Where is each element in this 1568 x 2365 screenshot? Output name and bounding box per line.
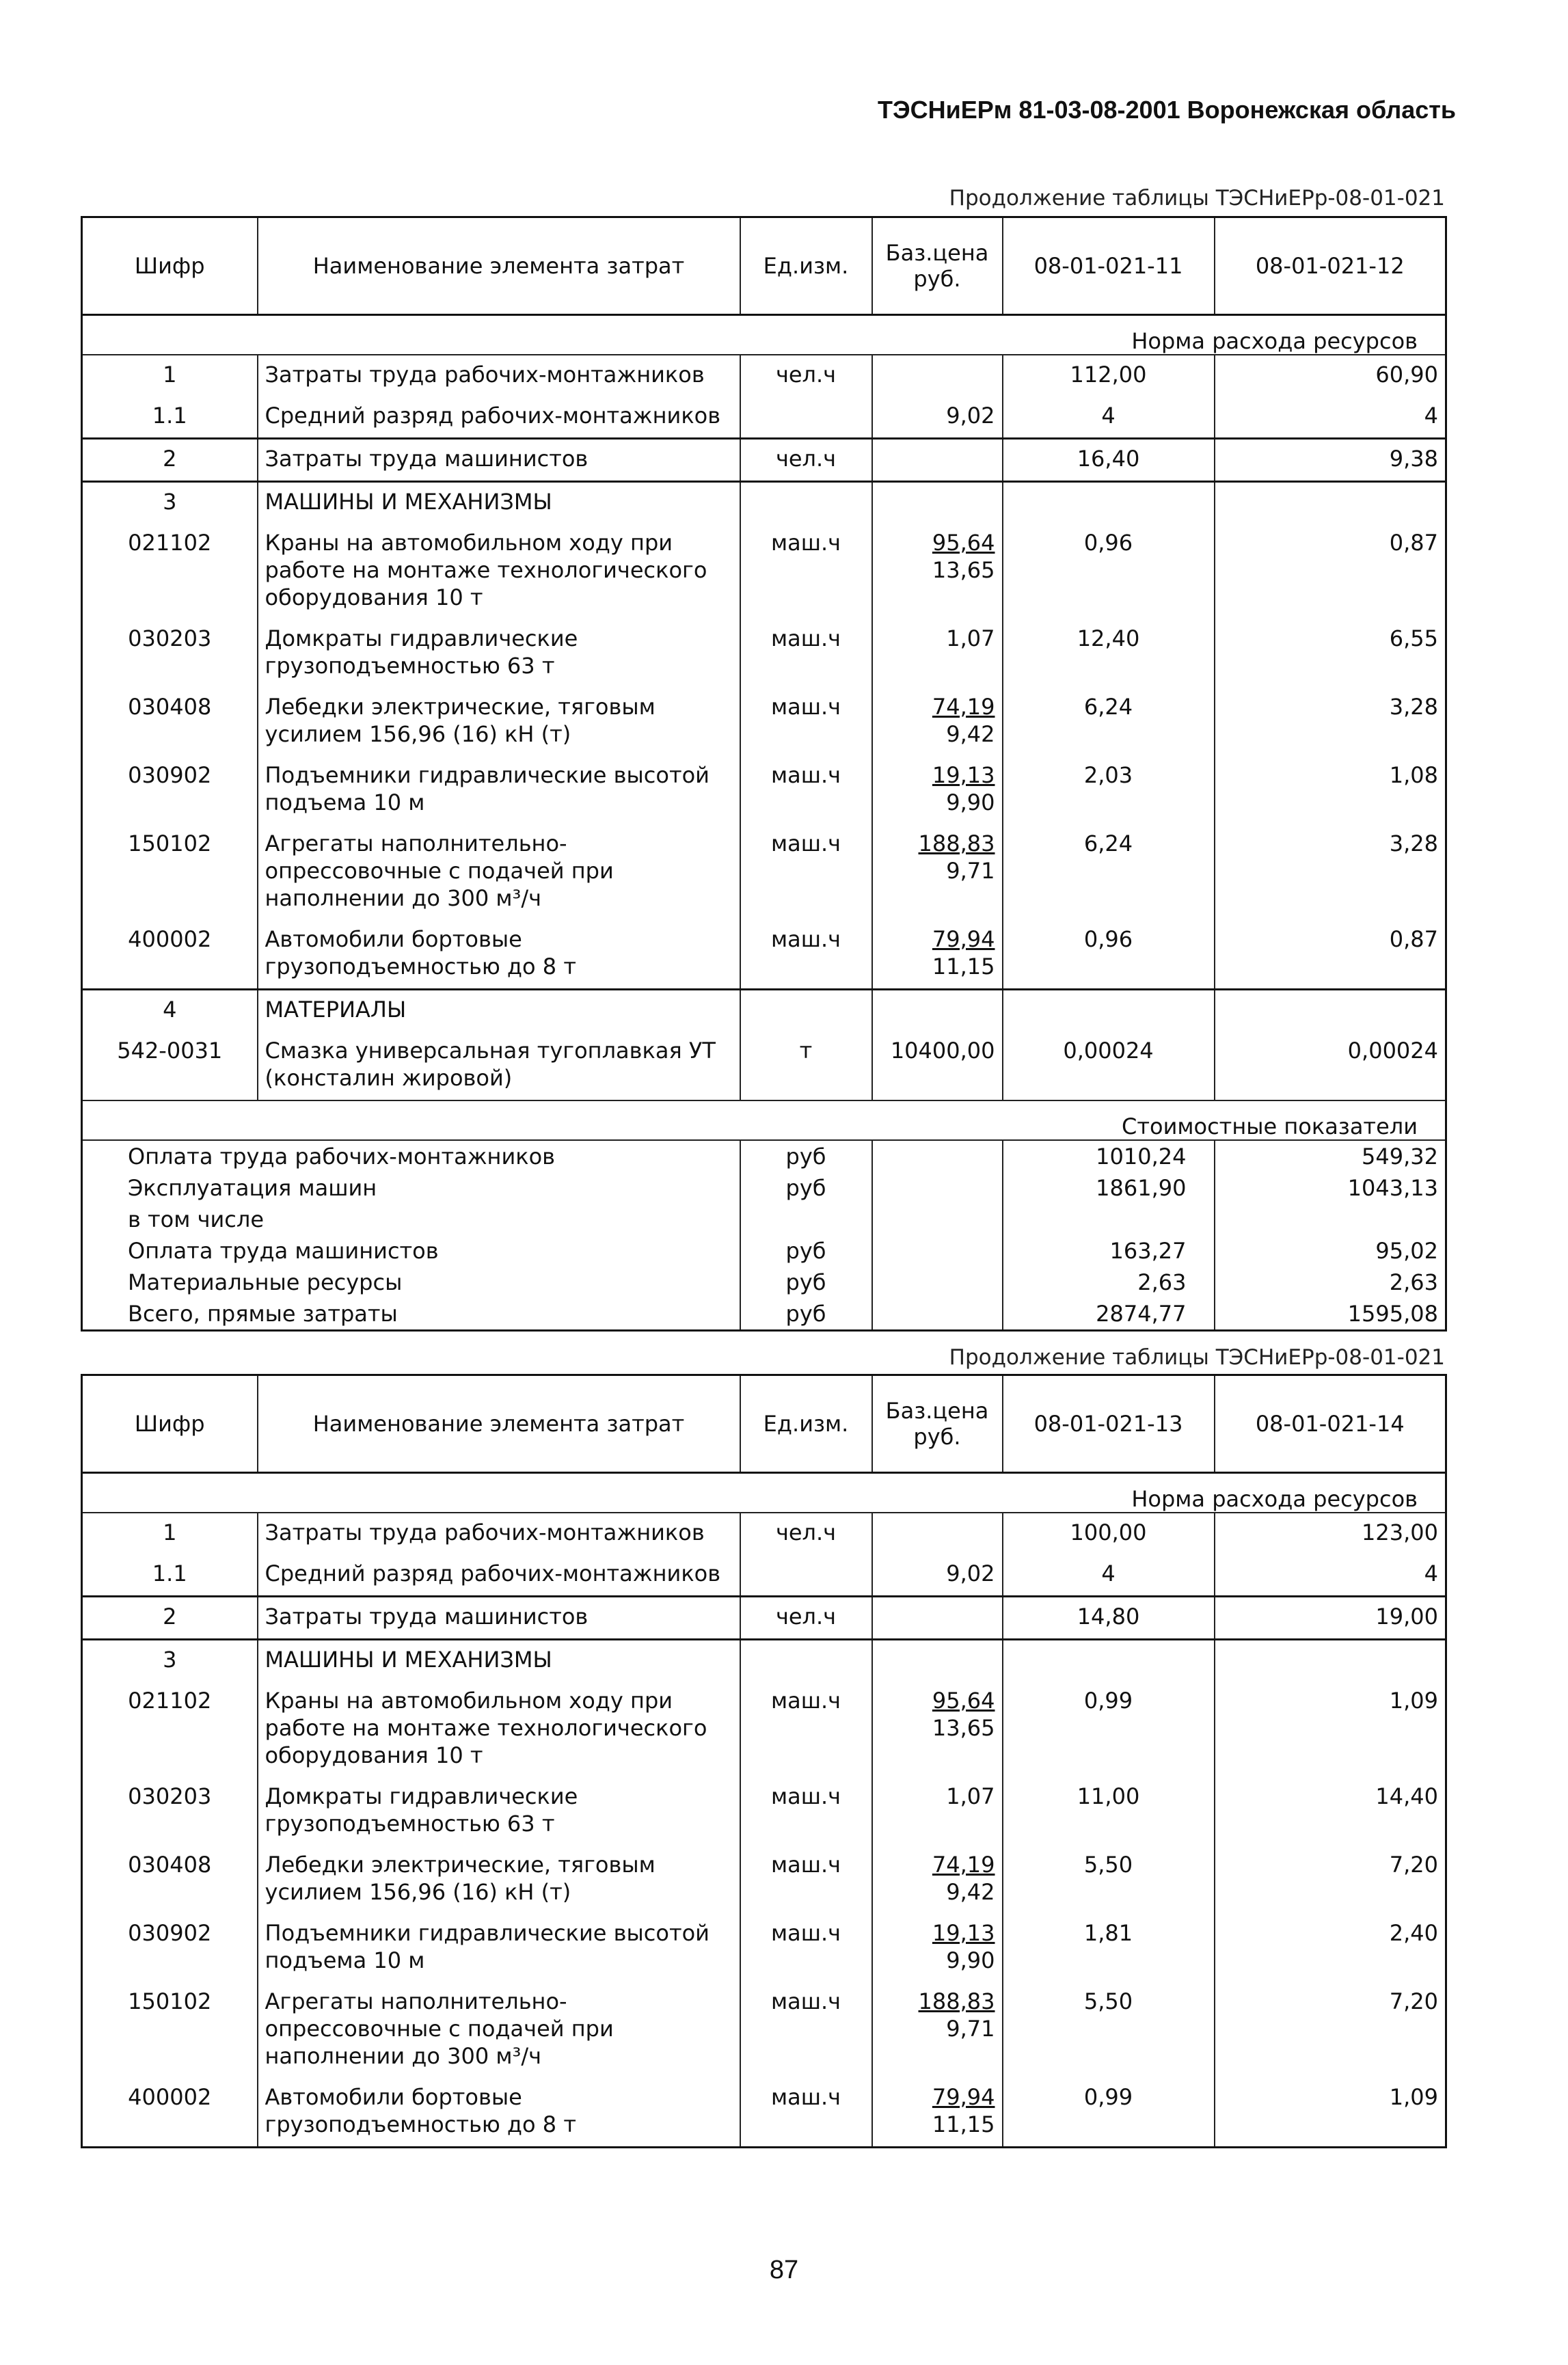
table-row [82, 1640, 1446, 1682]
table-row [82, 1914, 1446, 1982]
table-row [82, 688, 1446, 756]
table-row [82, 756, 1446, 824]
total-label: Всего, прямые затраты [82, 1298, 740, 1331]
total-value-b: 1595,08 [1347, 1301, 1438, 1327]
page-header-title: ТЭСНиЕРм 81-03-08-2001 Воронежская область [878, 96, 1456, 124]
total-label: Оплата труда рабочих-монтажников [82, 1140, 740, 1172]
row-code: 030408 [82, 1846, 258, 1914]
row-value-a: 5,50 [1003, 1982, 1215, 2078]
row-value-a: 14,80 [1003, 1597, 1215, 1640]
row-price [872, 355, 1003, 396]
cost-band-row [82, 1100, 1446, 1140]
col-header-b: 08-01-021-14 [1215, 1375, 1446, 1473]
price-machine: 79,94 [932, 2084, 995, 2110]
row-value-b [1215, 482, 1446, 524]
col-header-price: Баз.цена руб. [872, 1375, 1003, 1473]
row-price [872, 1982, 1003, 2078]
row-code: 1.1 [82, 1554, 258, 1597]
table-row [82, 2078, 1446, 2148]
total-value-a [1003, 1204, 1215, 1235]
table-header-row [82, 217, 1446, 315]
row-name: Средний разряд рабочих-монтажников [258, 396, 740, 439]
row-name: Затраты труда рабочих-монтажников [258, 355, 740, 396]
page-number: 87 [769, 2256, 799, 2284]
row-value-b: 14,40 [1375, 1783, 1438, 1809]
row-unit [740, 990, 872, 1032]
row-name: Лебедки электрические, тяговым усилием 156,96 (16) кН (т) [258, 1846, 740, 1914]
row-unit: т [740, 1031, 872, 1100]
row-code: 400002 [82, 2078, 258, 2148]
resource-table-2 [81, 1374, 1445, 2148]
total-value-a: 1010,24 [1003, 1140, 1215, 1172]
row-code: 030902 [82, 756, 258, 824]
cost-label: Стоимостные показатели [82, 1100, 1446, 1140]
row-unit: маш.ч [740, 1982, 872, 2078]
row-name: Домкраты гидравлические грузоподъемностью 63 т [258, 619, 740, 688]
price-operator-wage: 13,65 [932, 557, 995, 583]
table-row [82, 1031, 1446, 1100]
total-price-empty [872, 1298, 1003, 1331]
norm-label: Норма расхода ресурсов [82, 315, 1446, 355]
total-price-empty [872, 1235, 1003, 1267]
col-header-unit: Ед.изм. [740, 217, 872, 315]
price-machine: 79,94 [932, 926, 995, 952]
row-name: Краны на автомобильном ходу при работе на монтаже технологического оборудования 10 т [258, 524, 740, 619]
total-row [82, 1235, 1446, 1267]
row-value-a: 4 [1003, 396, 1215, 439]
col-header-unit: Ед.изм. [740, 1375, 872, 1473]
row-unit: чел.ч [740, 1513, 872, 1554]
price-machine: 10400,00 [890, 1038, 995, 1064]
price-operator-wage: 9,42 [946, 1879, 995, 1905]
price-machine: 1,07 [946, 1783, 995, 1809]
col-header-a: 08-01-021-11 [1003, 217, 1215, 315]
row-price [872, 1597, 1003, 1640]
total-value-b: 1043,13 [1347, 1175, 1438, 1201]
row-name: Подъемники гидравлические высотой подъема 10 м [258, 1914, 740, 1982]
row-value-b: 4 [1424, 1560, 1438, 1586]
price-operator-wage: 11,15 [932, 2111, 995, 2137]
row-price [872, 1681, 1003, 1777]
row-value-a: 0,96 [1003, 920, 1215, 990]
row-name: Автомобили бортовые грузоподъемностью до 8 т [258, 920, 740, 990]
row-code: 2 [82, 1597, 258, 1640]
table-row [82, 524, 1446, 619]
row-price [872, 688, 1003, 756]
row-value-a: 6,24 [1003, 688, 1215, 756]
row-value-b: 0,87 [1389, 530, 1438, 556]
row-value-b: 1,09 [1389, 1688, 1438, 1714]
row-price [872, 482, 1003, 524]
row-unit: маш.ч [740, 1777, 872, 1846]
total-value-a: 2874,77 [1003, 1298, 1215, 1331]
row-value-a: 0,96 [1003, 524, 1215, 619]
table-row [82, 1982, 1446, 2078]
table-row [82, 396, 1446, 439]
price-machine: 74,19 [932, 1852, 995, 1878]
table-caption: Продолжение таблицы ТЭСНиЕРр-08-01-021 [949, 1345, 1445, 1370]
row-unit: чел.ч [740, 439, 872, 482]
total-unit: руб [740, 1298, 872, 1331]
row-unit: маш.ч [740, 524, 872, 619]
total-label: Материальные ресурсы [82, 1267, 740, 1298]
row-code: 150102 [82, 1982, 258, 2078]
total-value-b [1215, 1204, 1446, 1235]
total-row [82, 1140, 1446, 1172]
total-price-empty [872, 1140, 1003, 1172]
row-unit: маш.ч [740, 1681, 872, 1777]
price-machine: 19,13 [932, 1920, 995, 1946]
col-header-code: Шифр [82, 1375, 258, 1473]
row-code: 2 [82, 439, 258, 482]
price-operator-wage: 9,71 [946, 2016, 995, 2042]
price-operator-wage: 9,90 [946, 789, 995, 815]
row-unit [740, 396, 872, 439]
table-row [82, 1597, 1446, 1640]
row-value-a: 4 [1003, 1554, 1215, 1597]
row-name: Средний разряд рабочих-монтажников [258, 1554, 740, 1597]
total-value-b: 2,63 [1389, 1269, 1438, 1295]
price-operator-wage: 9,42 [946, 721, 995, 747]
row-value-b: 0,00024 [1347, 1038, 1438, 1064]
row-unit: маш.ч [740, 1914, 872, 1982]
table-row [82, 990, 1446, 1032]
row-code: 3 [82, 1640, 258, 1682]
row-value-a: 100,00 [1003, 1513, 1215, 1554]
row-code: 030408 [82, 688, 258, 756]
total-price-empty [872, 1204, 1003, 1235]
row-name: Краны на автомобильном ходу при работе на монтаже технологического оборудования 10 т [258, 1681, 740, 1777]
price-operator-wage: 13,65 [932, 1715, 995, 1741]
total-price-empty [872, 1172, 1003, 1204]
row-code: 150102 [82, 824, 258, 920]
row-unit: маш.ч [740, 2078, 872, 2148]
row-price [872, 1846, 1003, 1914]
table-caption: Продолжение таблицы ТЭСНиЕРр-08-01-021 [949, 186, 1445, 211]
total-value-b: 95,02 [1375, 1238, 1438, 1264]
row-value-b [1215, 990, 1446, 1032]
row-price [872, 1513, 1003, 1554]
row-code: 021102 [82, 524, 258, 619]
table-row [82, 1846, 1446, 1914]
row-value-a: 0,00024 [1003, 1031, 1215, 1100]
total-label: в том числе [82, 1204, 740, 1235]
price-machine: 19,13 [932, 762, 995, 788]
row-value-a [1003, 482, 1215, 524]
row-price [872, 619, 1003, 688]
table-row [82, 619, 1446, 688]
total-value-a: 2,63 [1003, 1267, 1215, 1298]
table-row [82, 1681, 1446, 1777]
row-price [872, 824, 1003, 920]
row-code: 1.1 [82, 396, 258, 439]
total-unit [740, 1204, 872, 1235]
total-unit: руб [740, 1267, 872, 1298]
row-value-b: 9,38 [1215, 439, 1446, 482]
col-header-a: 08-01-021-13 [1003, 1375, 1215, 1473]
col-header-code: Шифр [82, 217, 258, 315]
row-value-a [1003, 1640, 1215, 1682]
row-price [872, 2078, 1003, 2148]
row-name: Затраты труда машинистов [258, 439, 740, 482]
total-row [82, 1267, 1446, 1298]
row-value-b: 7,20 [1389, 1852, 1438, 1878]
row-unit: маш.ч [740, 756, 872, 824]
table-row [82, 920, 1446, 990]
col-header-b: 08-01-021-12 [1215, 217, 1446, 315]
col-header-price: Баз.цена руб. [872, 217, 1003, 315]
row-price [872, 1031, 1003, 1100]
row-value-b: 2,40 [1389, 1920, 1438, 1946]
price-machine: 188,83 [918, 1988, 995, 2014]
row-value-a: 5,50 [1003, 1846, 1215, 1914]
price-machine: 9,02 [946, 1560, 995, 1586]
row-value-b: 60,90 [1375, 362, 1438, 388]
total-row [82, 1298, 1446, 1331]
norm-band-row [82, 315, 1446, 355]
table-row [82, 1777, 1446, 1846]
row-unit: маш.ч [740, 1846, 872, 1914]
row-name: МАШИНЫ И МЕХАНИЗМЫ [258, 1640, 740, 1682]
total-row [82, 1172, 1446, 1204]
row-price [872, 756, 1003, 824]
price-machine: 188,83 [918, 830, 995, 856]
row-value-a: 0,99 [1003, 1681, 1215, 1777]
row-value-a: 12,40 [1003, 619, 1215, 688]
row-value-b: 19,00 [1215, 1597, 1446, 1640]
row-code: 3 [82, 482, 258, 524]
price-machine: 9,02 [946, 403, 995, 429]
row-name: Подъемники гидравлические высотой подъема 10 м [258, 756, 740, 824]
total-unit: руб [740, 1235, 872, 1267]
total-unit: руб [740, 1172, 872, 1204]
row-price [872, 1640, 1003, 1682]
row-value-b: 1,09 [1389, 2084, 1438, 2110]
table-row [82, 439, 1446, 482]
row-name: Агрегаты наполнительно-опрессовочные с подачей при наполнении до 300 м³/ч [258, 1982, 740, 2078]
norm-band-row [82, 1473, 1446, 1513]
col-header-name: Наименование элемента затрат [258, 217, 740, 315]
row-name: Лебедки электрические, тяговым усилием 156,96 (16) кН (т) [258, 688, 740, 756]
total-unit: руб [740, 1140, 872, 1172]
row-code: 1 [82, 1513, 258, 1554]
table-row [82, 482, 1446, 524]
total-row [82, 1204, 1446, 1235]
row-code: 400002 [82, 920, 258, 990]
row-value-a: 1,81 [1003, 1914, 1215, 1982]
row-price [872, 524, 1003, 619]
row-value-b: 4 [1424, 403, 1438, 429]
row-value-a: 11,00 [1003, 1777, 1215, 1846]
price-machine: 74,19 [932, 694, 995, 720]
row-value-a: 0,99 [1003, 2078, 1215, 2148]
row-value-b: 0,87 [1389, 926, 1438, 952]
row-code: 030902 [82, 1914, 258, 1982]
row-code: 1 [82, 355, 258, 396]
price-operator-wage: 9,71 [946, 858, 995, 884]
row-name: МАШИНЫ И МЕХАНИЗМЫ [258, 482, 740, 524]
row-name: Агрегаты наполнительно-опрессовочные с подачей при наполнении до 300 м³/ч [258, 824, 740, 920]
row-unit: маш.ч [740, 920, 872, 990]
total-price-empty [872, 1267, 1003, 1298]
price-operator-wage: 11,15 [932, 954, 995, 979]
row-value-b: 123,00 [1362, 1519, 1438, 1545]
table-row [82, 824, 1446, 920]
row-value-a: 6,24 [1003, 824, 1215, 920]
row-code: 542-0031 [82, 1031, 258, 1100]
price-machine: 95,64 [932, 530, 995, 556]
row-name: Затраты труда рабочих-монтажников [258, 1513, 740, 1554]
row-value-b: 1,08 [1389, 762, 1438, 788]
row-unit [740, 1640, 872, 1682]
row-code: 021102 [82, 1681, 258, 1777]
row-value-b: 3,28 [1389, 830, 1438, 856]
row-value-a [1003, 990, 1215, 1032]
row-unit: маш.ч [740, 824, 872, 920]
norm-label: Норма расхода ресурсов [82, 1473, 1446, 1513]
price-machine: 95,64 [932, 1688, 995, 1714]
total-label: Эксплуатация машин [82, 1172, 740, 1204]
row-name: Смазка универсальная тугоплавкая УТ (консталин жировой) [258, 1031, 740, 1100]
row-unit: чел.ч [740, 1597, 872, 1640]
row-unit [740, 1554, 872, 1597]
row-name: Домкраты гидравлические грузоподъемностью 63 т [258, 1777, 740, 1846]
total-value-a: 1861,90 [1003, 1172, 1215, 1204]
table-header-row [82, 1375, 1446, 1473]
row-value-a: 2,03 [1003, 756, 1215, 824]
row-price [872, 1914, 1003, 1982]
row-price [872, 396, 1003, 439]
resource-table-1 [81, 216, 1445, 1332]
row-value-b [1215, 1640, 1446, 1682]
row-unit: чел.ч [740, 355, 872, 396]
row-code: 030203 [82, 1777, 258, 1846]
total-label: Оплата труда машинистов [82, 1235, 740, 1267]
row-unit: маш.ч [740, 688, 872, 756]
col-header-name: Наименование элемента затрат [258, 1375, 740, 1473]
row-price [872, 990, 1003, 1032]
table-row [82, 1513, 1446, 1554]
row-unit [740, 482, 872, 524]
total-value-b: 549,32 [1362, 1144, 1438, 1170]
row-price [872, 1554, 1003, 1597]
row-value-b: 3,28 [1389, 694, 1438, 720]
row-code: 030203 [82, 619, 258, 688]
row-name: МАТЕРИАЛЫ [258, 990, 740, 1032]
table-row [82, 1554, 1446, 1597]
row-value-b: 6,55 [1389, 625, 1438, 651]
row-code: 4 [82, 990, 258, 1032]
row-value-b: 7,20 [1389, 1988, 1438, 2014]
row-name: Затраты труда машинистов [258, 1597, 740, 1640]
row-name: Автомобили бортовые грузоподъемностью до 8 т [258, 2078, 740, 2148]
row-value-a: 112,00 [1003, 355, 1215, 396]
table-row [82, 355, 1446, 396]
price-machine: 1,07 [946, 625, 995, 651]
row-value-a: 16,40 [1003, 439, 1215, 482]
row-unit: маш.ч [740, 619, 872, 688]
price-operator-wage: 9,90 [946, 1947, 995, 1973]
row-price [872, 439, 1003, 482]
row-price [872, 1777, 1003, 1846]
total-value-a: 163,27 [1003, 1235, 1215, 1267]
row-price [872, 920, 1003, 990]
